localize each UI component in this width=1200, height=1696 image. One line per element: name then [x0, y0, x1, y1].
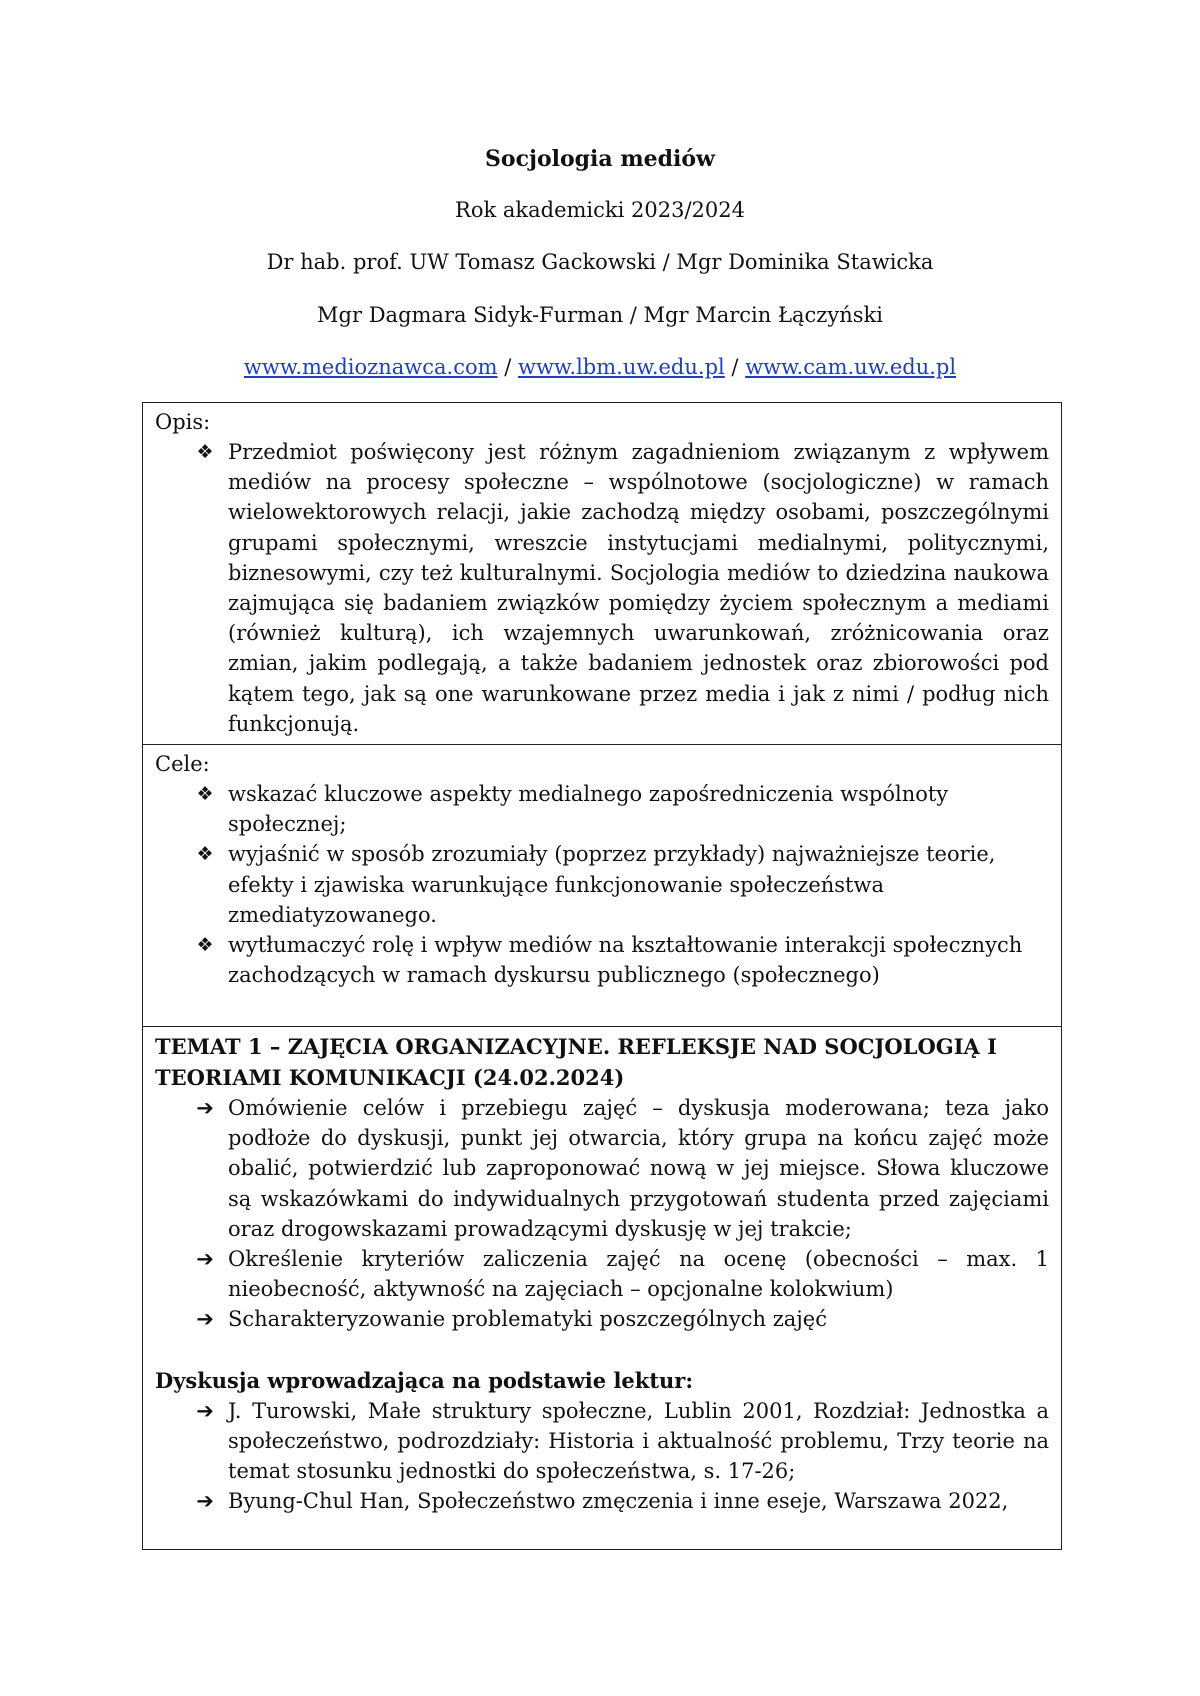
website-links	[0, 355, 1200, 379]
list-item-text: Przedmiot poświęcony jest różnym zagadnieniom związanym z wpływem mediów na procesy społeczne – wspólnotowe (socjologiczne) w ramach wielowektorowych relacji, jakie zachodzą między osobami, poszczególnymi grupami społecznymi, wreszcie instytucjami medialnymi, politycznymi, biznesowymi, czy też kulturalnymi. Socjologia mediów to dziedzina naukowa zajmująca się badaniem związków pomiędzy życiem społecznym a mediami (również kulturą), ich wzajemnych uwarunkowań, zróżnicowania oraz zmian, jakim podlegają, a także badaniem jednostek oraz zbiorowości pod kątem tego, jak są one warunkowane przez media i jak z nimi / podług nich funkcjonują.	[228, 440, 1049, 736]
list-item-text: wytłumaczyć rolę i wpływ mediów na kształtowanie interakcji społecznych zachodzących w ramach dyskursu publicznego (społecznego)	[228, 933, 1023, 988]
list-item-text: Scharakteryzowanie problematyki poszczególnych zajęć	[228, 1307, 827, 1332]
diamond-bullet-icon: ❖	[196, 783, 214, 805]
course-title: Socjologia mediów	[485, 146, 715, 172]
list-item-text: wskazać kluczowe aspekty medialnego zapośredniczenia wspólnoty społecznej;	[228, 782, 949, 837]
right-arrow-icon: ➔	[196, 1307, 214, 1332]
list-item	[155, 779, 1049, 839]
topic-heading: TEMAT 1 – ZAJĘCIA ORGANIZACYJNE. REFLEKSJE NAD SOCJOLOGIĄ I TEORIAMI KOMUNIKACJI (24.02.2024)	[155, 1034, 997, 1090]
list-item	[155, 839, 1049, 930]
link-cam[interactable]: www.cam.uw.edu.pl	[745, 355, 957, 379]
section-temat-1	[142, 1026, 1062, 1550]
diamond-bullet-icon: ❖	[196, 441, 214, 463]
right-arrow-icon: ➔	[196, 1489, 214, 1514]
academic-year: Rok akademicki 2023/2024	[455, 198, 745, 222]
list-item	[155, 1093, 1049, 1244]
section-label: Opis:	[155, 410, 211, 434]
list-item-text: Omówienie celów i przebiegu zajęć – dyskusja moderowana; teza jako podłoże do dyskusji, punkt jej otwarcia, który grupa na końcu zajęć może obalić, potwierdzić lub zaproponować nową w jej miejsce. Słowa kluczowe są wskazówkami do indywidualnych przygotowań studenta przed zajęciami oraz drogowskazami prowadzącymi dyskusję w jej trakcie;	[228, 1096, 1049, 1241]
section-label: Cele:	[155, 752, 210, 776]
list-item	[155, 1244, 1049, 1304]
list-item	[155, 930, 1049, 990]
list-item-text: wyjaśnić w sposób zrozumiały (poprzez przykłady) najważniejsze teorie, efekty i zjawiska warunkujące funkcjonowanie społeczeństwa zmediatyzowanego.	[228, 842, 996, 927]
literature-item	[155, 1486, 1049, 1516]
link-medioznawca[interactable]: www.medioznawca.com	[243, 355, 498, 379]
literature-item-text: J. Turowski, Małe struktury społeczne, Lublin 2001, Rozdział: Jednostka a społeczeństwo, podrozdziały: Historia i aktualność problemu, Trzy teorie na temat stosunku jednostki do społeczeństwa, s. 17-26;	[228, 1398, 1049, 1484]
section-cele	[142, 744, 1062, 1026]
diamond-bullet-icon: ❖	[196, 843, 214, 866]
right-arrow-icon: ➔	[196, 1398, 214, 1423]
list-item	[155, 1304, 1049, 1334]
literature-item	[155, 1396, 1049, 1487]
list-item	[155, 437, 1049, 739]
right-arrow-icon: ➔	[196, 1096, 214, 1120]
list-item-text: Określenie kryteriów zaliczenia zajęć na ocenę (obecności – max. 1 nieobecność, aktywność na zajęciach – opcjonalne kolokwium)	[228, 1247, 1049, 1302]
literature-heading: Dyskusja wprowadzająca na podstawie lektur:	[155, 1367, 694, 1393]
literature-item-text: Byung-Chul Han, Społeczeństwo zmęczenia i inne eseje, Warszawa 2022,	[228, 1489, 1009, 1514]
staff-line-2: Mgr Dagmara Sidyk-Furman / Mgr Marcin Łączyński	[317, 303, 883, 327]
link-separator: /	[724, 355, 746, 379]
link-separator: /	[497, 355, 518, 379]
link-lbm[interactable]: www.lbm.uw.edu.pl	[517, 355, 725, 379]
right-arrow-icon: ➔	[196, 1247, 214, 1272]
section-opis	[142, 402, 1062, 744]
staff-line-1: Dr hab. prof. UW Tomasz Gackowski / Mgr Dominika Stawicka	[266, 250, 934, 274]
diamond-bullet-icon: ❖	[196, 934, 214, 957]
